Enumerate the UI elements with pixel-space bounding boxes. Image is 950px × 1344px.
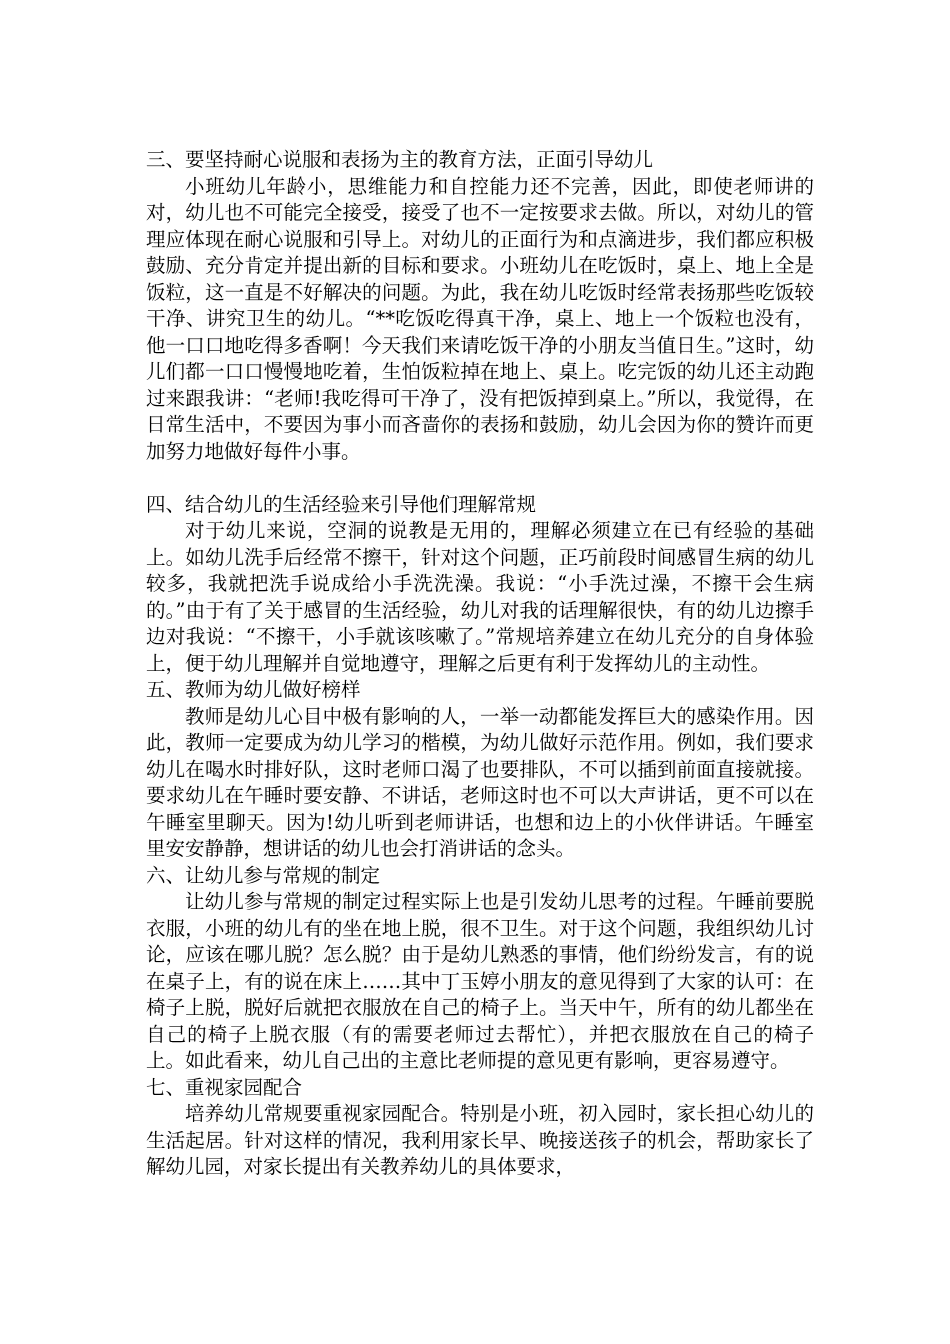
document-body bbox=[146, 147, 814, 1181]
section-paragraph-5: 教师是幼儿心目中极有影响的人，一举一动都能发挥巨大的感染作用。因此，教师一定要成为幼儿学习的楷模，为幼儿做好示范作用。例如，我们要求幼儿在喝水时排好队，这时老师口渴了也要排队，不可以插到前面直接就接。要求幼儿在午睡时要安静、不讲话，老师这时也不可以大声讲话，更不可以在午睡室里聊天。因为!幼儿听到老师讲话，也想和边上的小伙伴讲话。午睡室里安安静静，想讲话的幼儿也会打消讲话的念头。 bbox=[146, 704, 814, 860]
section-heading-3: 三、要坚持耐心说服和表扬为主的教育方法，正面引导幼儿 bbox=[146, 148, 654, 171]
paragraph-spacer bbox=[146, 465, 814, 492]
section-heading-4: 四、结合幼儿的生活经验来引导他们理解常规 bbox=[146, 492, 537, 516]
section-heading-7: 七、重视家园配合 bbox=[146, 1075, 303, 1099]
section-paragraph-3: 小班幼儿年龄小，思维能力和自控能力还不完善，因此，即使老师讲的对，幼儿也不可能完全接受，接受了也不一定按要求去做。所以，对幼儿的管理应体现在耐心说服和引导上。对幼儿的正面行为和点滴进步，我们都应积极鼓励、充分肯定并提出新的目标和要求。小班幼儿在吃饭时，桌上、地上全是饭粒，这一直是不好解决的问题。为此，我在幼儿吃饭时经常表扬那些吃饭较干净、讲究卫生的幼儿。“**吃饭吃得真干净，桌上、地上一个饭粒也没有，他一口口地吃得多香啊！今天我们来请吃饭干净的小朋友当值日生。”这时，幼儿们都一口口慢慢地吃着，生怕饭粒掉在地上、桌上。吃完饭的幼儿还主动跑过来跟我讲：“老师!我吃得可干净了，没有把饭掉到桌上。”所以，我觉得，在日常生活中，不要因为事小而吝啬你的表扬和鼓励，幼儿会因为你的赞许而更加努力地做好每件小事。 bbox=[146, 174, 814, 463]
section-paragraph-6: 让幼儿参与常规的制定过程实际上也是引发幼儿思考的过程。午睡前要脱衣服，小班的幼儿有的坐在地上脱，很不卫生。对于这个问题，我组织幼儿讨论，应该在哪儿脱？怎么脱？由于是幼儿熟悉的事情，他们纷纷发言，有的说在桌子上，有的说在床上……其中丁玉婷小朋友的意见得到了大家的认可：在椅子上脱，脱好后就把衣服放在自己的椅子上。当天中午，所有的幼儿都坐在自己的椅子上脱衣服（有的需要老师过去帮忙），并把衣服放在自己的椅子上。如此看来，幼儿自己出的主意比老师提的意见更有影响，更容易遵守。 bbox=[146, 890, 814, 1072]
section-paragraph-7: 培养幼儿常规要重视家园配合。特别是小班，初入园时，家长担心幼儿的生活起居。针对这样的情况，我利用家长早、晚接送孩子的机会，帮助家长了解幼儿园，对家长提出有关教养幼儿的具体要求， bbox=[146, 1102, 814, 1178]
section-heading-6: 六、让幼儿参与常规的制定 bbox=[146, 863, 381, 887]
section-paragraph-4: 对于幼儿来说，空洞的说教是无用的，理解必须建立在已有经验的基础上。如幼儿洗手后经常不擦干，针对这个问题，正巧前段时间感冒生病的幼儿较多，我就把洗手说成给小手洗洗澡。我说：“小手洗过澡，不擦干会生病的。”由于有了关于感冒的生活经验，幼儿对我的话理解很快，有的幼儿边擦手边对我说：“不擦干，小手就该咳嗽了。”常规培养建立在幼儿充分的自身体验上，便于幼儿理解并自觉地遵守，理解之后更有利于发挥幼儿的主动性。 bbox=[146, 519, 814, 675]
section-heading-5: 五、教师为幼儿做好榜样 bbox=[146, 678, 361, 701]
